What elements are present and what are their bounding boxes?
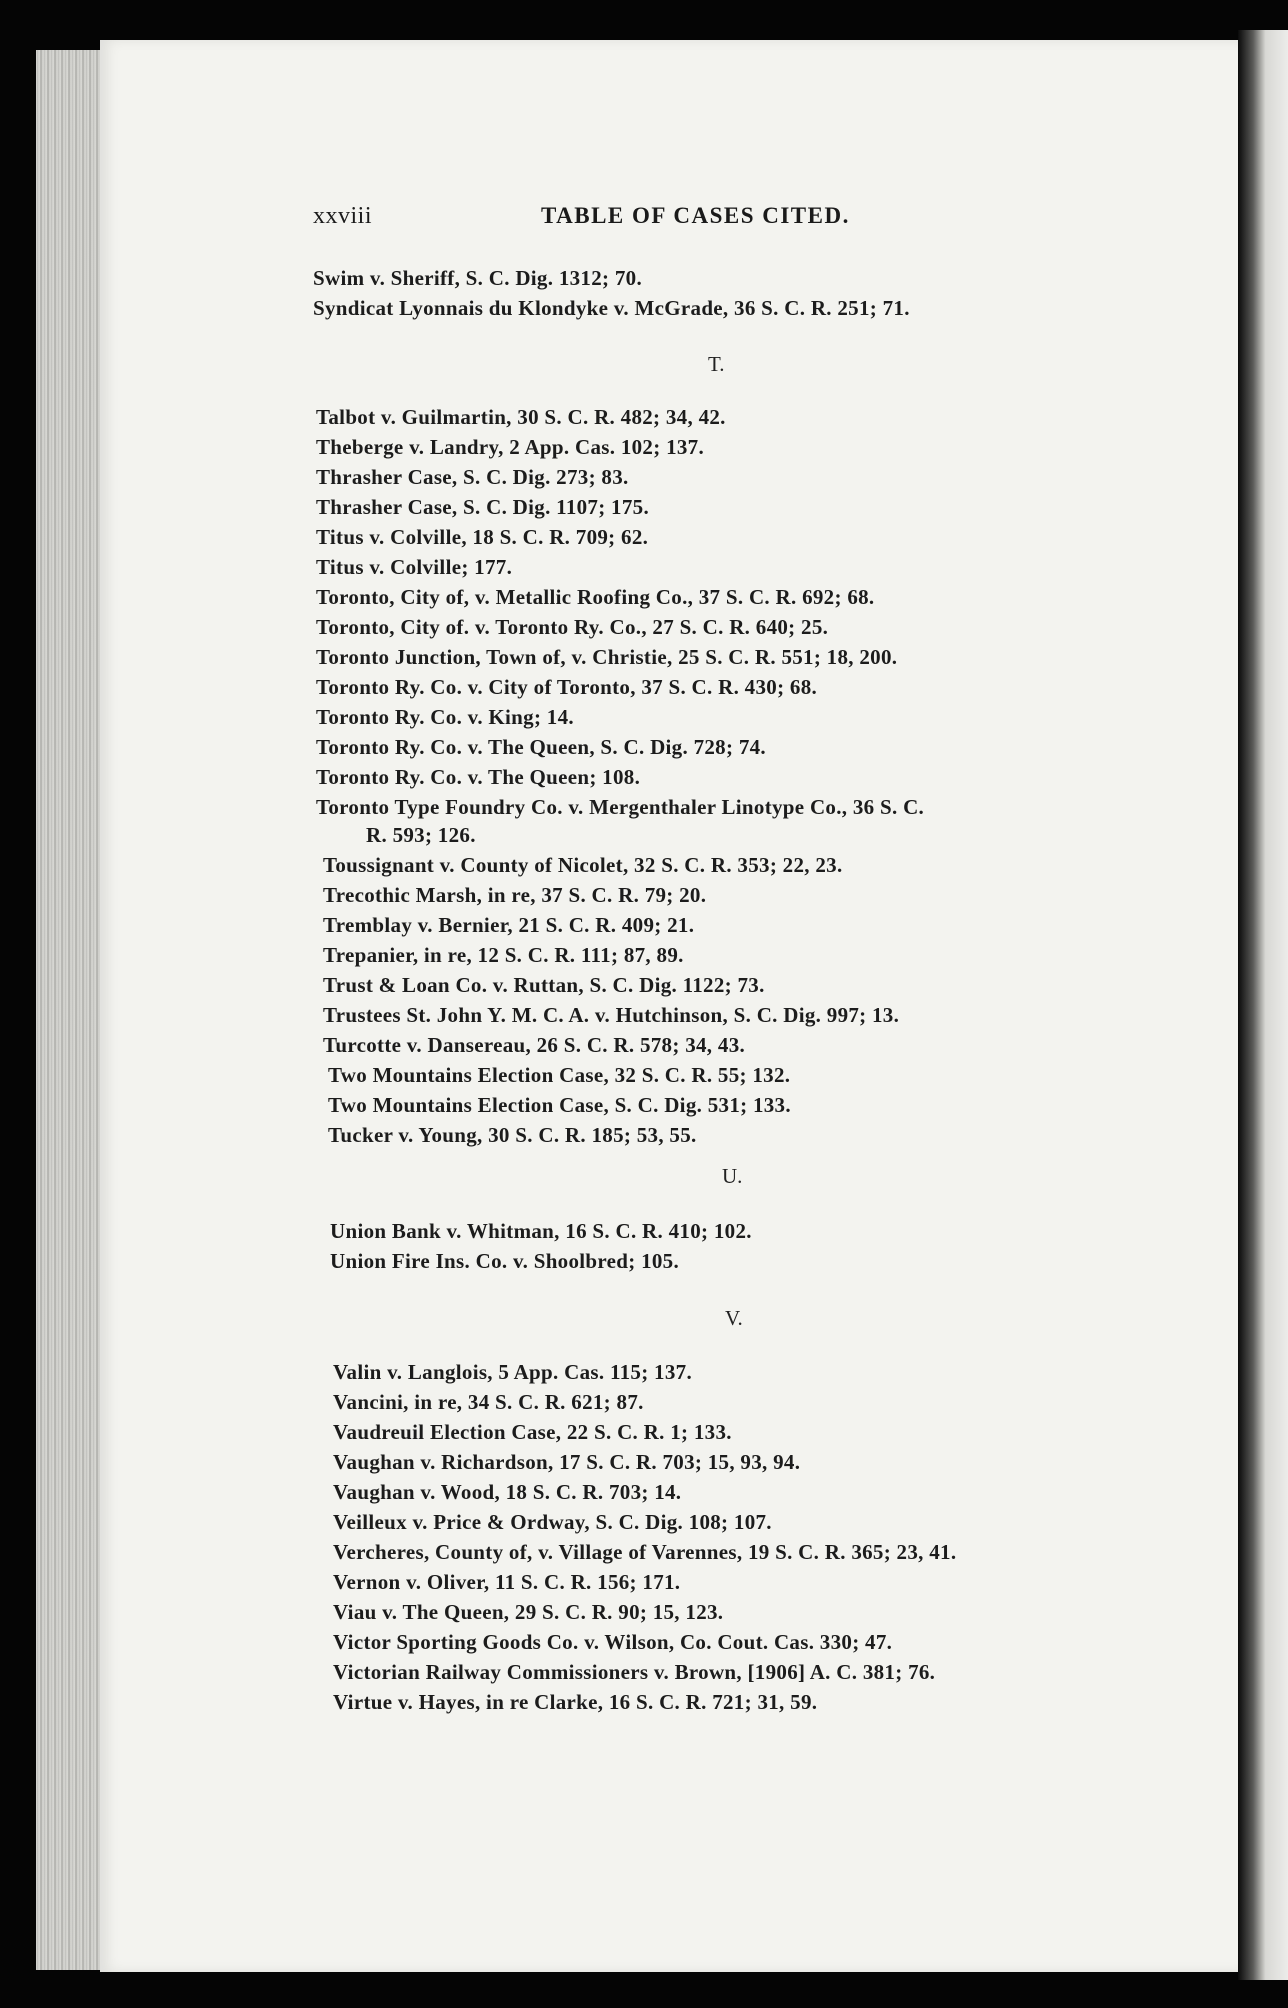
case-entry: Toronto, City of. v. Toronto Ry. Co., 27 S. C. R. 640; 25. [316, 615, 829, 639]
case-entry: Veilleux v. Price & Ordway, S. C. Dig. 108; 107. [333, 1510, 772, 1534]
page-edges [36, 50, 108, 1970]
binding-gutter [1238, 30, 1288, 1980]
section-heading-u: U. [722, 1164, 743, 1188]
case-entry: Toronto Ry. Co. v. The Queen, S. C. Dig. 728; 74. [316, 735, 766, 759]
case-entry: Trustees St. John Y. M. C. A. v. Hutchinson, S. C. Dig. 997; 13. [323, 1003, 900, 1027]
case-entry: Thrasher Case, S. C. Dig. 1107; 175. [316, 495, 650, 519]
case-entry: Two Mountains Election Case, S. C. Dig. 531; 133. [328, 1093, 791, 1117]
case-entry: Toronto Type Foundry Co. v. Mergenthaler Linotype Co., 36 S. C. [316, 795, 925, 819]
case-entry: Toronto Ry. Co. v. City of Toronto, 37 S. C. R. 430; 68. [316, 675, 818, 699]
page-title: TABLE OF CASES CITED. [541, 203, 850, 228]
case-entry: Vaughan v. Richardson, 17 S. C. R. 703; 15, 93, 94. [333, 1450, 801, 1474]
case-entry: Virtue v. Hayes, in re Clarke, 16 S. C. R. 721; 31, 59. [333, 1690, 818, 1714]
case-entry: Valin v. Langlois, 5 App. Cas. 115; 137. [333, 1360, 692, 1384]
case-entry: Thrasher Case, S. C. Dig. 273; 83. [316, 465, 629, 489]
case-entry: Trust & Loan Co. v. Ruttan, S. C. Dig. 1122; 73. [323, 973, 765, 997]
case-entry: Theberge v. Landry, 2 App. Cas. 102; 137. [316, 435, 705, 459]
case-entry: Toronto Ry. Co. v. The Queen; 108. [316, 765, 641, 789]
case-entry: Titus v. Colville; 177. [316, 555, 513, 579]
case-entry: Syndicat Lyonnais du Klondyke v. McGrade, 36 S. C. R. 251; 71. [313, 296, 910, 320]
case-entry: Vaudreuil Election Case, 22 S. C. R. 1; 133. [333, 1420, 732, 1444]
case-entry-continuation: R. 593; 126. [366, 823, 476, 847]
page-number: xxviii [313, 203, 373, 229]
case-entry: Tremblay v. Bernier, 21 S. C. R. 409; 21. [323, 913, 695, 937]
case-entry: Union Fire Ins. Co. v. Shoolbred; 105. [330, 1249, 680, 1273]
case-entry: Vaughan v. Wood, 18 S. C. R. 703; 14. [333, 1480, 682, 1504]
case-entry: Toussignant v. County of Nicolet, 32 S. C. R. 353; 22, 23. [323, 853, 843, 877]
case-entry: Viau v. The Queen, 29 S. C. R. 90; 15, 123. [333, 1600, 724, 1624]
section-heading-t: T. [708, 352, 725, 376]
case-entry: Trepanier, in re, 12 S. C. R. 111; 87, 89. [323, 943, 684, 967]
case-entry: Victor Sporting Goods Co. v. Wilson, Co. Cout. Cas. 330; 47. [333, 1630, 893, 1654]
case-entry: Toronto Ry. Co. v. King; 14. [316, 705, 574, 729]
case-entry: Tucker v. Young, 30 S. C. R. 185; 53, 55. [328, 1123, 697, 1147]
running-head [313, 203, 898, 239]
case-entry: Vercheres, County of, v. Village of Varennes, 19 S. C. R. 365; 23, 41. [333, 1540, 957, 1564]
case-entry: Turcotte v. Dansereau, 26 S. C. R. 578; 34, 43. [323, 1033, 746, 1057]
case-entry: Talbot v. Guilmartin, 30 S. C. R. 482; 34, 42. [316, 405, 726, 429]
case-entry: Titus v. Colville, 18 S. C. R. 709; 62. [316, 525, 649, 549]
case-entry: Toronto, City of, v. Metallic Roofing Co., 37 S. C. R. 692; 68. [316, 585, 875, 609]
section-heading-v: V. [725, 1306, 743, 1330]
case-entry: Trecothic Marsh, in re, 37 S. C. R. 79; 20. [323, 883, 707, 907]
case-entry: Two Mountains Election Case, 32 S. C. R. 55; 132. [328, 1063, 791, 1087]
case-entry: Union Bank v. Whitman, 16 S. C. R. 410; 102. [330, 1219, 752, 1243]
case-entry: Swim v. Sheriff, S. C. Dig. 1312; 70. [313, 266, 643, 290]
case-entry: Victorian Railway Commissioners v. Brown, [1906] A. C. 381; 76. [333, 1660, 936, 1684]
case-entry: Vernon v. Oliver, 11 S. C. R. 156; 171. [333, 1570, 681, 1594]
case-entry: Vancini, in re, 34 S. C. R. 621; 87. [333, 1390, 644, 1414]
case-entry: Toronto Junction, Town of, v. Christie, 25 S. C. R. 551; 18, 200. [316, 645, 898, 669]
